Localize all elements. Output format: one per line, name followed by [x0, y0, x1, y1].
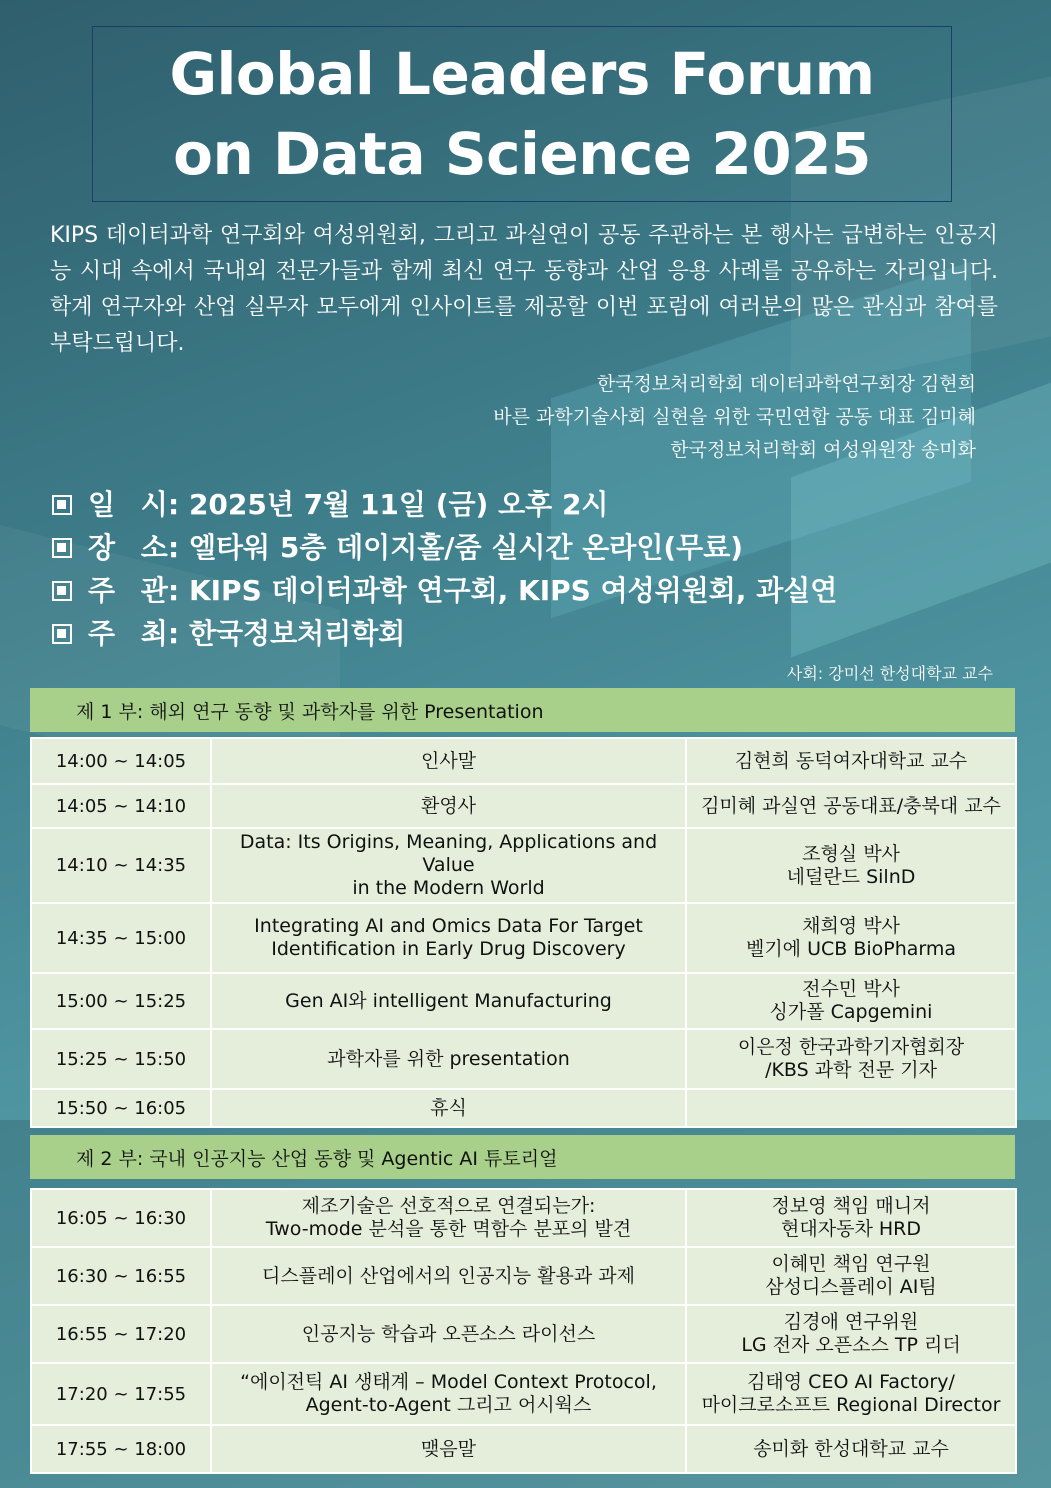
table-row: [31, 828, 1016, 903]
session-topic: [211, 1305, 686, 1363]
session-speaker-line1: 김태영 CEO AI Factory/: [747, 1371, 955, 1393]
part1-schedule: [30, 737, 1017, 1128]
session-speaker: [686, 828, 1016, 903]
session-topic-line1: 환영사: [420, 794, 477, 817]
info-value: : KIPS 데이터과학 연구회, KIPS 여성위원회, 과실연: [168, 574, 838, 607]
table-row: [31, 784, 1016, 828]
session-topic-line1: Data: Its Origins, Meaning, Applications and Value: [239, 831, 658, 876]
signer-1: 한국정보처리학회 데이터과학연구회장 김현희: [596, 373, 976, 395]
table-row: [31, 1363, 1016, 1425]
session-time: 14:05 ~ 14:10: [31, 784, 211, 828]
session-topic-line1: 휴식: [430, 1096, 467, 1119]
square-bullet-icon: [52, 495, 72, 515]
info-label: 장 소: [88, 531, 176, 564]
session-speaker: [686, 738, 1016, 784]
session-speaker-line1: 이은정 한국과학기자협회장: [737, 1036, 965, 1058]
title-line-1: Global Leaders Forum: [169, 40, 875, 108]
session-time: 17:55 ~ 18:00: [31, 1425, 211, 1473]
session-topic: [211, 973, 686, 1029]
info-row-date: [52, 483, 837, 526]
square-bullet-icon: [52, 624, 72, 644]
session-speaker: [686, 1189, 1016, 1247]
session-topic: [211, 1363, 686, 1425]
info-row-host: [52, 612, 837, 655]
session-speaker-line1: 이혜민 책임 연구원: [771, 1253, 931, 1275]
info-row-organizer: [52, 569, 837, 612]
session-speaker: [686, 1029, 1016, 1089]
part1-header: 제 1 부: 해외 연구 동향 및 과학자를 위한 Presentation: [30, 688, 1015, 732]
session-speaker-line1: 김경애 연구위원: [783, 1311, 919, 1333]
session-topic: [211, 903, 686, 973]
session-topic-line1: Integrating AI and Omics Data For Target: [254, 915, 643, 937]
session-speaker: [686, 903, 1016, 973]
session-speaker: [686, 1089, 1016, 1127]
session-speaker: [686, 973, 1016, 1029]
session-speaker-line1: 김현희 동덕여자대학교 교수: [734, 749, 968, 772]
info-label: 일 시: [88, 488, 176, 521]
session-topic-line2: Two-mode 분석을 통한 멱함수 분포의 발견: [265, 1218, 632, 1240]
square-bullet-icon: [52, 538, 72, 558]
table-row: [31, 1247, 1016, 1305]
table-row: [31, 973, 1016, 1029]
event-info: [52, 483, 837, 655]
session-topic-line1: “에이전틱 AI 생태계 – Model Context Protocol,: [240, 1371, 657, 1393]
session-topic-line2: Identification in Early Drug Discovery: [271, 938, 626, 960]
info-value: : 한국정보처리학회: [168, 617, 406, 650]
session-speaker: [686, 1425, 1016, 1473]
signer-2: 바른 과학기술사회 실현을 위한 국민연합 공동 대표 김미혜: [493, 406, 976, 428]
signer-3: 한국정보처리학회 여성위원장 송미화: [670, 439, 976, 461]
session-speaker: [686, 1247, 1016, 1305]
session-topic-line1: 인사말: [420, 749, 477, 772]
session-speaker-line1: 조형실 박사: [802, 842, 900, 865]
session-topic: [211, 1425, 686, 1473]
session-time: 16:30 ~ 16:55: [31, 1247, 211, 1305]
info-label: 주 관: [88, 574, 176, 607]
session-speaker-line2: 네덜란드 SilnD: [786, 865, 916, 888]
table-row: [31, 903, 1016, 973]
session-speaker-line1: 전수민 박사: [802, 978, 900, 1000]
table-row: [31, 1029, 1016, 1089]
session-speaker-line1: 정보영 책임 매니저: [771, 1195, 931, 1217]
session-speaker: [686, 1305, 1016, 1363]
table-row: [31, 1189, 1016, 1247]
square-bullet-icon: [52, 581, 72, 601]
session-topic-line1: 맺음말: [420, 1437, 477, 1460]
intro-paragraph: KIPS 데이터과학 연구회와 여성위원회, 그리고 과실연이 공동 주관하는 본 행사는 급변하는 인공지능 시대 속에서 국내외 전문가들과 함께 최신 연구 동향과 산업 응용 사례를 공유하는 자리입니다. 학계 연구자와 산업 실무자 모두에게 인사이트를 제공할 이번 포럼에 여러분의 많은 관심과 참여를 부탁드립니다.: [50, 223, 998, 356]
table-row: [31, 1425, 1016, 1473]
session-speaker-line2: LG 전자 오픈소스 TP 리더: [741, 1334, 961, 1356]
signers: [493, 368, 976, 467]
table-row: [31, 738, 1016, 784]
session-time: 16:55 ~ 17:20: [31, 1305, 211, 1363]
session-speaker-line2: 마이크로소프트 Regional Director: [701, 1394, 1001, 1416]
session-topic: [211, 1089, 686, 1127]
session-topic-line1: 인공지능 학습과 오픈소스 라이선스: [301, 1322, 596, 1345]
session-time: 14:10 ~ 14:35: [31, 828, 211, 903]
table-row: [31, 1089, 1016, 1127]
session-time: 15:50 ~ 16:05: [31, 1089, 211, 1127]
info-value: : 엘타워 5층 데이지홀/줌 실시간 온라인(무료): [168, 531, 744, 564]
info-value: : 2025년 7월 11일 (금) 오후 2시: [168, 488, 609, 521]
session-topic-line1: 디스플레이 산업에서의 인공지능 활용과 과제: [262, 1264, 635, 1287]
session-topic: [211, 1029, 686, 1089]
session-speaker-line1: 채희영 박사: [802, 915, 900, 937]
session-topic-line1: Gen AI와 intelligent Manufacturing: [285, 989, 612, 1012]
session-speaker-line2: 벨기에 UCB BioPharma: [745, 938, 957, 960]
session-time: 16:05 ~ 16:30: [31, 1189, 211, 1247]
session-topic: [211, 738, 686, 784]
session-speaker-line2: 현대자동차 HRD: [781, 1218, 921, 1240]
session-time: 14:00 ~ 14:05: [31, 738, 211, 784]
session-topic-line2: in the Modern World: [352, 877, 545, 899]
session-speaker-line1: 송미화 한성대학교 교수: [753, 1437, 949, 1460]
part2-schedule: [30, 1188, 1017, 1474]
session-speaker-line2: /KBS 과학 전문 기자: [765, 1059, 937, 1081]
title-box: [92, 26, 952, 202]
info-row-place: [52, 526, 837, 569]
part2-header: 제 2 부: 국내 인공지능 산업 동향 및 Agentic AI 튜토리얼: [30, 1135, 1015, 1179]
moderator: 사회: 강미선 한성대학교 교수: [786, 664, 993, 683]
session-speaker-line2: 삼성디스플레이 AI팀: [765, 1276, 937, 1298]
session-time: 14:35 ~ 15:00: [31, 903, 211, 973]
session-speaker-line2: 싱가폴 Capgemini: [769, 1001, 933, 1023]
table-row: [31, 1305, 1016, 1363]
session-topic-line2: Agent-to-Agent 그리고 어시웍스: [305, 1394, 592, 1416]
session-topic-line1: 제조기술은 선호적으로 연결되는가:: [301, 1195, 596, 1217]
session-time: 15:25 ~ 15:50: [31, 1029, 211, 1089]
session-time: 15:00 ~ 15:25: [31, 973, 211, 1029]
session-speaker-line1: 김미혜 과실연 공동대표/충북대 교수: [701, 794, 1001, 817]
session-topic: [211, 1247, 686, 1305]
session-speaker: [686, 1363, 1016, 1425]
session-topic: [211, 828, 686, 903]
session-speaker: [686, 784, 1016, 828]
info-label: 주 최: [88, 617, 176, 650]
title-line-2: on Data Science 2025: [173, 120, 871, 188]
session-time: 17:20 ~ 17:55: [31, 1363, 211, 1425]
session-topic: [211, 784, 686, 828]
session-topic-line1: 과학자를 위한 presentation: [327, 1047, 570, 1070]
session-topic: [211, 1189, 686, 1247]
